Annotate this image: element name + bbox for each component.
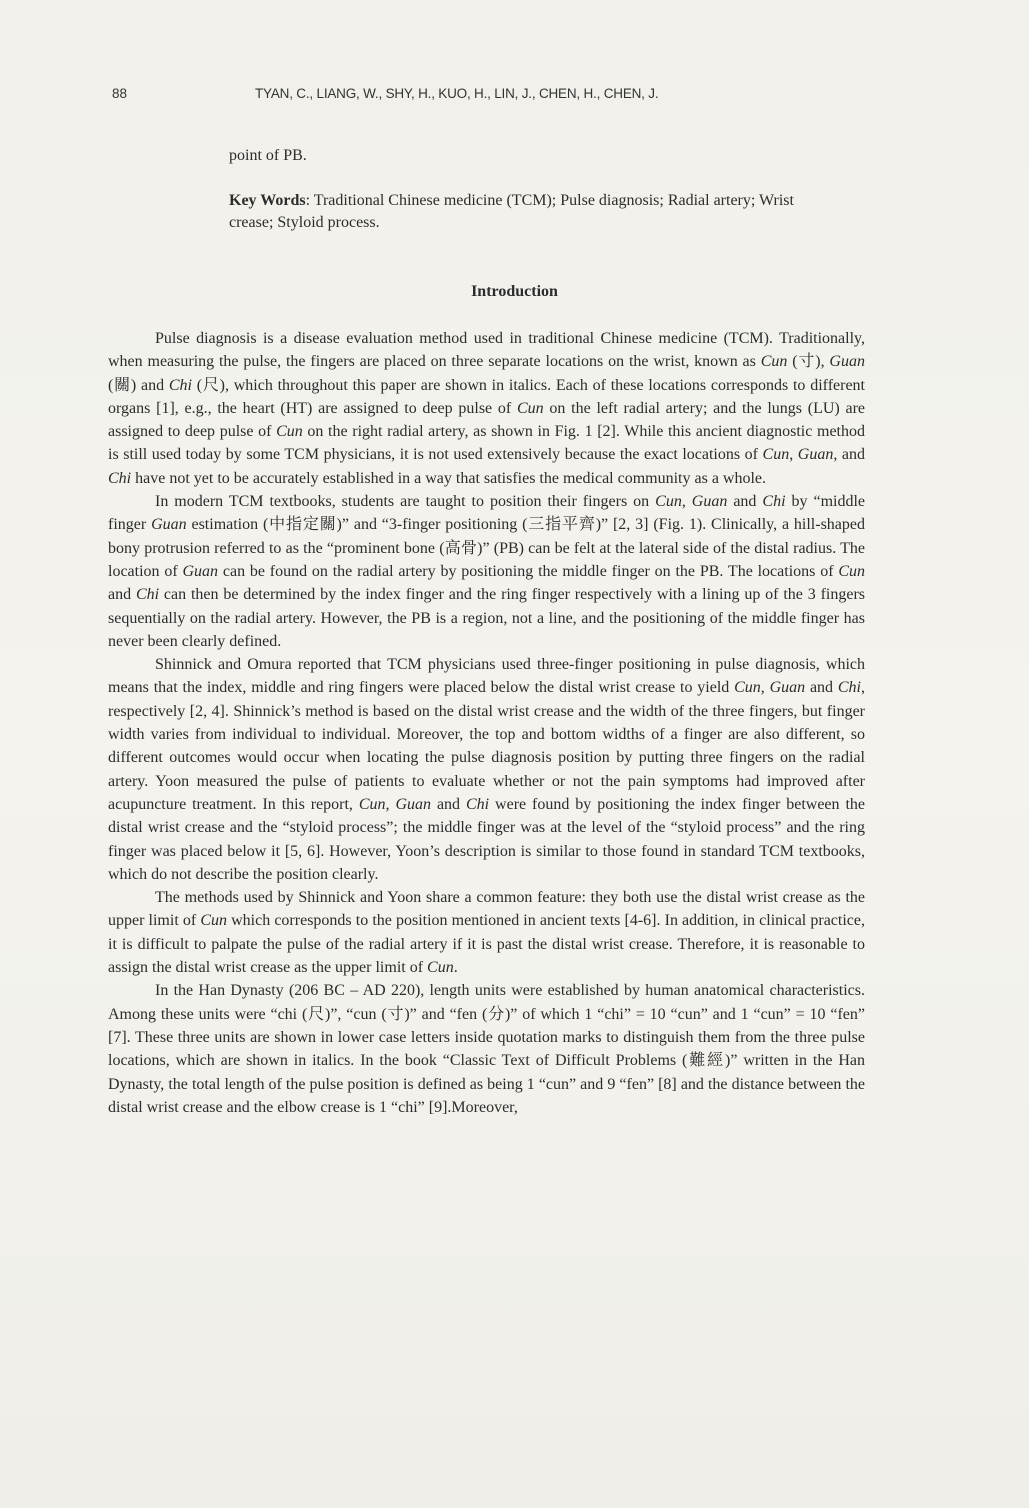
text-run: ,: [789, 446, 798, 464]
italic-term: Cun: [655, 493, 682, 511]
text-run: (關) and: [108, 376, 169, 394]
text-run: .: [453, 959, 458, 977]
text-run: , and: [833, 446, 866, 464]
page-number: 88: [112, 86, 128, 101]
keywords-text: : Traditional Chinese medicine (TCM); Pulse diagnosis; Radial artery; Wrist crease; Styloid process.: [229, 192, 794, 231]
italic-term: Cun: [516, 399, 544, 417]
italic-term: Guan: [797, 446, 834, 464]
italic-term: Cun: [200, 912, 227, 930]
italic-term: Guan: [829, 353, 865, 371]
text-run: In the Han Dynasty (206 BC – AD 220), length units were established by human anatomical characteristics. Among these units were “chi (尺)”, “cun (寸)” and “fen (分)” of which 1 “chi” = 10 “cun” and 1 “cun” = 10 “fen” [7]. These three units are shown in lower case letters inside quotation marks to distinguish them from the three pulse locations, which are shown in italics. In the book “Classic Text of Difficult Problems (難經)” written in the Han Dynasty, the total length of the pulse position is defined as being 1 “cun” and 9 “fen” [8] and the distance between the distal wrist crease and the elbow crease is 1 “chi” [9].Moreover,: [108, 982, 865, 1116]
italic-term: Guan: [691, 493, 728, 511]
italic-term: Cun, Guan: [734, 679, 806, 697]
text-run: The methods used by Shinnick and Yoon share a common feature: they both use the distal wrist crease as the upper limit of: [108, 889, 865, 930]
body-text: [108, 327, 865, 1119]
text-run: estimation (中指定關)” and “3-finger positioning (三指平齊)” [2, 3] (Fig. 1). Clinically, a hill-shaped bony protrusion referred to as the “prominent bone (高骨)” (PB) can be felt at the lateral side of the distal radius. The location of: [108, 516, 865, 580]
text-run: on the left radial artery; and the lungs (LU) are assigned to deep pulse of: [108, 399, 866, 441]
text-run: and: [431, 795, 466, 813]
body-paragraph: [108, 886, 865, 979]
text-run: and: [108, 586, 136, 604]
text-run: (寸),: [787, 353, 830, 371]
keywords-label: Key Words: [229, 192, 306, 209]
text-run: and: [727, 493, 763, 511]
body-paragraph: [108, 327, 865, 490]
text-run: In modern TCM textbooks, students are taught to position their fingers on: [155, 493, 656, 511]
italic-term: Guan: [151, 516, 187, 534]
italic-term: Chi: [837, 679, 861, 697]
text-run: and: [805, 679, 838, 697]
italic-term: Cun: [427, 959, 454, 977]
text-run: by “middle finger: [108, 493, 866, 534]
italic-term: Cun: [276, 423, 303, 441]
italic-term: Chi: [135, 586, 160, 604]
italic-term: Chi: [168, 376, 192, 394]
body-paragraph: [108, 979, 865, 1119]
text-run: ,: [681, 493, 692, 511]
text-run: Shinnick and Omura reported that TCM physicians used three-finger positioning in pulse diagnosis, which means that the index, middle and ring fingers were placed below the distal wrist crease to yield: [108, 656, 865, 697]
italic-term: Chi: [762, 493, 786, 511]
italic-term: Cun: [838, 562, 865, 580]
italic-term: Chi: [465, 795, 490, 813]
text-run: on the right radial artery, as shown in Fig. 1 [2]. While this ancient diagnostic method is still used today by some TCM physicians, it is not used extensively because the exact locations of: [108, 423, 865, 464]
italic-term: Guan: [182, 562, 219, 580]
text-run: , respectively [2, 4]. Shinnick’s method is based on the distal wrist crease and the width of the three fingers, but finger width varies from individual to individual. Moreover, the top and bottom widths of a finger are also different, so different outcomes would occur when locating the pulse diagnosis position by putting three fingers on the radial artery. Yoon measured the pulse of patients to evaluate whether or not the pain symptoms had improved after acupuncture treatment. In this report,: [108, 679, 865, 813]
italic-term: Cun: [760, 353, 788, 371]
text-run: can then be determined by the index finger and the ring finger respectively with a lining up of the 3 fingers sequentially on the radial artery. However, the PB is a region, not a line, and the positioning of the middle finger has never been clearly defined.: [108, 586, 865, 650]
italic-term: Cun, Guan: [358, 795, 432, 813]
running-header-authors: TYAN, C., LIANG, W., SHY, H., KUO, H., LIN, J., CHEN, H., CHEN, J.: [255, 86, 659, 101]
italic-term: Chi: [108, 469, 132, 487]
abstract-tail: point of PB.: [229, 147, 307, 164]
italic-term: Cun: [762, 446, 790, 464]
text-run: have not yet to be accurately established in a way that satisfies the medical community as a whole.: [131, 469, 767, 487]
text-run: were found by positioning the index finger between the distal wrist crease and the “styloid process”; the middle finger was at the level of the “styloid process” and the ring finger was placed below it [5, 6]. However, Yoon’s description is similar to those found in standard TCM textbooks, which do not describe the position clearly.: [108, 795, 865, 883]
keywords: [229, 190, 841, 234]
section-title: Introduction: [471, 283, 558, 300]
text-run: which corresponds to the position mentioned in ancient texts [4-6]. In addition, in clinical practice, it is difficult to palpate the pulse of the radial artery if it is past the distal wrist crease. Therefore, it is reasonable to assign the distal wrist crease as the upper limit of: [108, 912, 865, 977]
text-run: (尺), which throughout this paper are shown in italics. Each of these locations corresponds to different organs [1], e.g., the heart (HT) are assigned to deep pulse of: [108, 376, 865, 417]
body-paragraph: [108, 653, 865, 886]
text-run: Pulse diagnosis is a disease evaluation method used in traditional Chinese medicine (TCM). Traditionally, when measuring the pulse, the fingers are placed on three separate locations on the wrist, known as: [108, 330, 865, 371]
text-run: can be found on the radial artery by positioning the middle finger on the PB. The locations of: [218, 562, 839, 580]
body-paragraph: [108, 490, 865, 653]
